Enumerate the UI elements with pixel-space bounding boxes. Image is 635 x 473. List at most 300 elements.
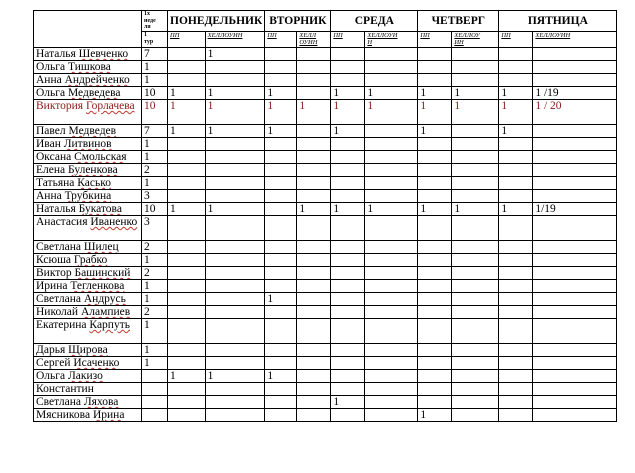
weeks-cell: 2 [142, 241, 168, 254]
participant-last-name: Букатова [78, 203, 122, 215]
mark-cell [297, 254, 331, 267]
mark-cell [297, 216, 331, 241]
participant-first-name: Виктор [36, 267, 72, 279]
table-row [34, 241, 617, 254]
mark-cell [499, 151, 533, 164]
day-header-1: ВТОРНИК [265, 11, 331, 32]
mark-cell [168, 151, 206, 164]
weeks-cell: 10 [142, 100, 168, 125]
mark-cell [452, 396, 499, 409]
participant-name-cell [34, 319, 142, 344]
participant-last-name: Трубкина [64, 190, 112, 202]
weeks-cell: 1 [142, 357, 168, 370]
participant-name-cell [34, 151, 142, 164]
table-row [34, 125, 617, 138]
mark-cell [205, 357, 265, 370]
mark-cell: 1 / 20 [533, 100, 617, 125]
table-row [34, 151, 617, 164]
table-row [34, 293, 617, 306]
mark-cell [205, 293, 265, 306]
participant-name-cell [34, 164, 142, 177]
mark-cell [205, 409, 265, 422]
participant-first-name: Сергей [36, 357, 71, 369]
mark-cell [265, 177, 297, 190]
mark-cell [533, 61, 617, 74]
mark-cell [265, 61, 297, 74]
mark-cell [297, 319, 331, 344]
mark-cell [452, 125, 499, 138]
weeks-cell: 1 [142, 280, 168, 293]
weeks-cell [142, 383, 168, 396]
mark-cell [168, 61, 206, 74]
mark-cell [205, 267, 265, 280]
mark-cell [168, 306, 206, 319]
mark-cell [418, 177, 452, 190]
mark-cell [168, 344, 206, 357]
participant-first-name: Татьяна [36, 177, 75, 189]
mark-cell [297, 344, 331, 357]
mark-cell [365, 138, 418, 151]
participant-first-name: Оксана [36, 151, 72, 163]
subcolumn-header-2: ПП [265, 32, 297, 48]
mark-cell [265, 190, 297, 203]
mark-cell: 1 [365, 203, 418, 216]
mark-cell [499, 254, 533, 267]
mark-cell [533, 306, 617, 319]
mark-cell: 1 [452, 87, 499, 100]
mark-cell: 1 [499, 100, 533, 125]
mark-cell [297, 125, 331, 138]
mark-cell: 1 /19 [533, 87, 617, 100]
mark-cell [205, 241, 265, 254]
mark-cell [452, 254, 499, 267]
mark-cell [205, 383, 265, 396]
mark-cell [533, 254, 617, 267]
mark-cell [331, 267, 365, 280]
table-row [34, 344, 617, 357]
participant-first-name: Павел [36, 125, 66, 137]
mark-cell [168, 267, 206, 280]
participant-last-name: Шевченко [78, 48, 129, 60]
subcolumn-header-8: ПП [499, 32, 533, 48]
weeks-cell [142, 409, 168, 422]
mark-cell [331, 164, 365, 177]
participant-name-cell [34, 280, 142, 293]
participant-first-name: Анна [36, 190, 62, 202]
mark-cell: 1 [205, 203, 265, 216]
participant-name-cell [34, 190, 142, 203]
weeks-cell: 1 [142, 61, 168, 74]
mark-cell [533, 125, 617, 138]
mark-cell [365, 241, 418, 254]
mark-cell [365, 306, 418, 319]
mark-cell: 1 [205, 370, 265, 383]
mark-cell [499, 267, 533, 280]
mark-cell [265, 241, 297, 254]
mark-cell [331, 254, 365, 267]
mark-cell [533, 48, 617, 61]
participant-first-name: Наталья [36, 48, 76, 60]
mark-cell [297, 164, 331, 177]
mark-cell [499, 280, 533, 293]
mark-cell: 1 [499, 203, 533, 216]
mark-cell [265, 280, 297, 293]
participant-last-name: Андрейченко [64, 74, 130, 86]
participant-last-name: Ирина [92, 409, 125, 421]
mark-cell [499, 370, 533, 383]
mark-cell [331, 344, 365, 357]
mark-cell [168, 409, 206, 422]
mark-cell: 1 [265, 87, 297, 100]
participant-name-cell [34, 370, 142, 383]
participant-first-name: Светлана [36, 241, 81, 253]
mark-cell: 1 [365, 100, 418, 125]
mark-cell [297, 241, 331, 254]
weeks-cell [142, 396, 168, 409]
mark-cell [365, 74, 418, 87]
mark-cell [452, 61, 499, 74]
mark-cell [265, 383, 297, 396]
mark-cell [452, 74, 499, 87]
mark-cell [533, 190, 617, 203]
subcolumn-header-7: ХЕЛЛОУ ИН [452, 32, 499, 48]
mark-cell [297, 138, 331, 151]
mark-cell [499, 164, 533, 177]
mark-cell [297, 151, 331, 164]
mark-cell [418, 216, 452, 241]
participant-first-name: Константин [36, 383, 94, 395]
participant-name-cell [34, 383, 142, 396]
mark-cell [499, 241, 533, 254]
mark-cell [418, 61, 452, 74]
mark-cell [499, 293, 533, 306]
mark-cell [365, 280, 418, 293]
mark-cell [168, 164, 206, 177]
mark-cell [265, 74, 297, 87]
mark-cell [533, 267, 617, 280]
mark-cell: 1 [499, 125, 533, 138]
mark-cell [499, 383, 533, 396]
mark-cell: 1 [331, 396, 365, 409]
participant-name-cell [34, 409, 142, 422]
participant-name-cell [34, 203, 142, 216]
subcolumn-header-9: ХЕЛЛОУИН [533, 32, 617, 48]
mark-cell [205, 306, 265, 319]
mark-cell [452, 48, 499, 61]
table-row [34, 216, 617, 241]
mark-cell [533, 280, 617, 293]
mark-cell [205, 254, 265, 267]
mark-cell [265, 319, 297, 344]
mark-cell [452, 370, 499, 383]
mark-cell [265, 164, 297, 177]
mark-cell: 1/19 [533, 203, 617, 216]
day-header-4: ПЯТНИЦА [499, 11, 617, 32]
mark-cell: 1 [168, 125, 206, 138]
mark-cell [265, 267, 297, 280]
mark-cell [418, 383, 452, 396]
weeks-cell: 1 [142, 344, 168, 357]
mark-cell [265, 254, 297, 267]
mark-cell [452, 164, 499, 177]
mark-cell [418, 267, 452, 280]
mark-cell [452, 177, 499, 190]
mark-cell [499, 344, 533, 357]
mark-cell [533, 357, 617, 370]
mark-cell [533, 396, 617, 409]
mark-cell [533, 319, 617, 344]
table-row [34, 138, 617, 151]
participant-first-name: Ольга [36, 370, 66, 382]
participant-first-name: Светлана [36, 293, 81, 305]
mark-cell [365, 293, 418, 306]
participant-first-name: Виктория [36, 100, 84, 112]
table-row [34, 267, 617, 280]
participant-name-cell [34, 267, 142, 280]
participant-first-name: Екатерина [36, 319, 87, 331]
weeks-cell: 1 [142, 254, 168, 267]
mark-cell [418, 241, 452, 254]
mark-cell [418, 344, 452, 357]
mark-cell [168, 241, 206, 254]
participant-last-name: Андрусь [83, 293, 126, 305]
participant-last-name: Иваненко [90, 216, 138, 228]
participant-first-name: Иван [36, 138, 61, 150]
participant-name-cell [34, 87, 142, 100]
mark-cell: 1 [205, 100, 265, 125]
mark-cell [297, 87, 331, 100]
weeks-cell: 7 [142, 125, 168, 138]
mark-cell [418, 164, 452, 177]
mark-cell [499, 216, 533, 241]
mark-cell [168, 190, 206, 203]
participant-last-name: Литвинов [63, 138, 112, 150]
mark-cell [168, 216, 206, 241]
table-row [34, 61, 617, 74]
mark-cell [205, 319, 265, 344]
mark-cell [499, 396, 533, 409]
tour-header: 1 тур [142, 32, 168, 48]
mark-cell [452, 409, 499, 422]
mark-cell [265, 357, 297, 370]
mark-cell [452, 241, 499, 254]
mark-cell [331, 151, 365, 164]
mark-cell [365, 190, 418, 203]
mark-cell: 1 [331, 125, 365, 138]
mark-cell [331, 370, 365, 383]
participant-first-name: Ирина [36, 280, 68, 292]
mark-cell [533, 383, 617, 396]
mark-cell [365, 125, 418, 138]
mark-cell [331, 293, 365, 306]
mark-cell [168, 383, 206, 396]
mark-cell [265, 216, 297, 241]
weeks-cell: 1 [142, 138, 168, 151]
mark-cell [533, 370, 617, 383]
mark-cell [265, 138, 297, 151]
weeks-cell: 2 [142, 164, 168, 177]
participant-first-name: Анастасия [36, 216, 88, 228]
participant-first-name: Ольга [36, 61, 66, 73]
participant-last-name: Исаченко [73, 357, 120, 369]
mark-cell [533, 293, 617, 306]
mark-cell: 1 [331, 203, 365, 216]
mark-cell [365, 48, 418, 61]
mark-cell [418, 293, 452, 306]
mark-cell [297, 48, 331, 61]
mark-cell [265, 396, 297, 409]
mark-cell [265, 151, 297, 164]
table-row [34, 177, 617, 190]
mark-cell [297, 74, 331, 87]
mark-cell [205, 138, 265, 151]
mark-cell [205, 280, 265, 293]
table-row [34, 100, 617, 125]
participant-last-name: Карпуть [89, 319, 130, 331]
subcolumn-header-1: ХЕЛЛОУИН [205, 32, 265, 48]
weeks-cell: 10 [142, 203, 168, 216]
mark-cell [499, 306, 533, 319]
mark-cell [365, 151, 418, 164]
mark-cell: 1 [168, 100, 206, 125]
weeks-cell: 1 [142, 177, 168, 190]
mark-cell [365, 357, 418, 370]
table-row [34, 190, 617, 203]
mark-cell [297, 280, 331, 293]
table-row [34, 306, 617, 319]
mark-cell [331, 241, 365, 254]
attendance-table [33, 10, 617, 422]
mark-cell [452, 319, 499, 344]
mark-cell [365, 319, 418, 344]
table-row [34, 254, 617, 267]
mark-cell [297, 383, 331, 396]
participant-last-name: Лакизо [67, 370, 103, 382]
participant-last-name: Касько [77, 177, 111, 189]
mark-cell [331, 306, 365, 319]
weeks-cell: 7 [142, 48, 168, 61]
participant-last-name: Башинский [74, 267, 131, 279]
mark-cell: 1 [205, 48, 265, 61]
mark-cell [331, 357, 365, 370]
mark-cell [331, 177, 365, 190]
mark-cell [168, 138, 206, 151]
mark-cell: 1 [205, 125, 265, 138]
subcolumn-header-4: ПП [331, 32, 365, 48]
mark-cell [365, 409, 418, 422]
weeks-cell: 1 [142, 293, 168, 306]
mark-cell [452, 344, 499, 357]
mark-cell [331, 319, 365, 344]
weeks-cell: 1 [142, 74, 168, 87]
mark-cell [331, 61, 365, 74]
mark-cell: 1 [331, 87, 365, 100]
participant-last-name: Медведева [67, 87, 121, 99]
mark-cell: 1 [418, 203, 452, 216]
mark-cell [265, 409, 297, 422]
mark-cell [331, 383, 365, 396]
mark-cell [418, 280, 452, 293]
mark-cell [297, 293, 331, 306]
blank-corner-cell [34, 11, 142, 48]
participant-name-cell [34, 100, 142, 125]
mark-cell [452, 280, 499, 293]
mark-cell [499, 61, 533, 74]
table-row [34, 370, 617, 383]
mark-cell [418, 396, 452, 409]
table-row [34, 383, 617, 396]
mark-cell [297, 370, 331, 383]
mark-cell [365, 396, 418, 409]
mark-cell [365, 383, 418, 396]
mark-cell [205, 164, 265, 177]
mark-cell [533, 344, 617, 357]
mark-cell: 1 [418, 100, 452, 125]
mark-cell [297, 267, 331, 280]
mark-cell [205, 344, 265, 357]
participant-name-cell [34, 241, 142, 254]
mark-cell [265, 203, 297, 216]
header-row-days [34, 11, 617, 32]
mark-cell [452, 190, 499, 203]
mark-cell: 1 [331, 100, 365, 125]
mark-cell [418, 357, 452, 370]
mark-cell [499, 357, 533, 370]
mark-cell [265, 48, 297, 61]
mark-cell [205, 177, 265, 190]
participant-first-name: Николай [36, 306, 79, 318]
participant-last-name: Тегленкова [70, 280, 125, 292]
mark-cell [168, 319, 206, 344]
mark-cell [297, 177, 331, 190]
participant-name-cell [34, 344, 142, 357]
mark-cell [168, 177, 206, 190]
mark-cell [168, 48, 206, 61]
table-row [34, 74, 617, 87]
mark-cell [499, 190, 533, 203]
participant-name-cell [34, 138, 142, 151]
mark-cell [365, 254, 418, 267]
subcolumn-header-3: ХЕЛЛ ОУИН [297, 32, 331, 48]
mark-cell [499, 74, 533, 87]
mark-cell: 1 [499, 87, 533, 100]
participant-name-cell [34, 48, 142, 61]
mark-cell [418, 319, 452, 344]
mark-cell [297, 357, 331, 370]
participant-name-cell [34, 357, 142, 370]
mark-cell [418, 306, 452, 319]
subcolumn-header-0: ПП [168, 32, 206, 48]
subcolumn-header-6: ПП [418, 32, 452, 48]
mark-cell: 1 [418, 87, 452, 100]
participant-last-name: Ляхова [83, 396, 119, 408]
day-header-2: СРЕДА [331, 11, 418, 32]
participant-name-cell [34, 177, 142, 190]
mark-cell [168, 293, 206, 306]
mark-cell: 1 [205, 87, 265, 100]
mark-cell [452, 383, 499, 396]
mark-cell [452, 357, 499, 370]
mark-cell [365, 164, 418, 177]
mark-cell [452, 138, 499, 151]
mark-cell [452, 151, 499, 164]
mark-cell [533, 138, 617, 151]
mark-cell [499, 177, 533, 190]
mark-cell: 1 [365, 87, 418, 100]
table-row [34, 396, 617, 409]
mark-cell [297, 396, 331, 409]
mark-cell: 1 [418, 409, 452, 422]
